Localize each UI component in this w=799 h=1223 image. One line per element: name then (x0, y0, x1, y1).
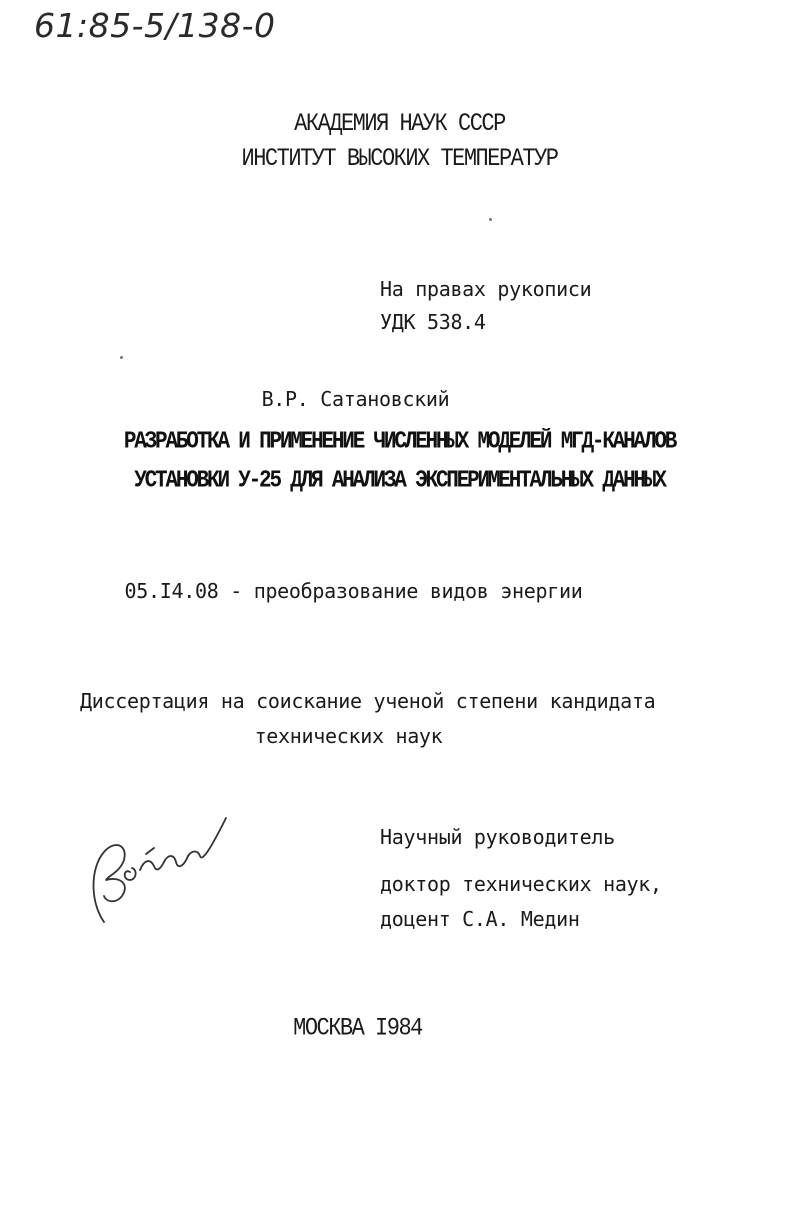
specialty-code: 05.I4.08 - преобразование видов энергии (124, 579, 583, 603)
archive-number: 61:85-5/138-0 (34, 6, 276, 45)
supervisor-name: доцент С.А. Медин (380, 907, 580, 931)
author-name: В.Р. Сатановский (261, 387, 450, 411)
udc-code: УДК 538.4 (380, 310, 486, 334)
dissertation-type-line-2: технических наук (254, 724, 443, 748)
academy-title: АКАДЕМИЯ НАУК СССР (294, 109, 505, 138)
city-year: МОСКВА I984 (293, 1014, 422, 1043)
dissertation-title-line-2: УСТАНОВКИ У-25 ДЛЯ АНАЛИЗА ЭКСПЕРИМЕНТАЛЬНЫХ ДАННЫХ (134, 468, 665, 495)
manuscript-rights: На правах рукописи (380, 277, 592, 301)
handwritten-signature (84, 810, 234, 930)
scan-speck (120, 356, 123, 359)
dissertation-title-line-1: РАЗРАБОТКА И ПРИМЕНЕНИЕ ЧИСЛЕННЫХ МОДЕЛЕЙ МГД-КАНАЛОВ (123, 429, 676, 456)
scan-speck (489, 218, 492, 221)
institute-title: ИНСТИТУТ ВЫСОКИХ ТЕМПЕРАТУР (241, 144, 558, 173)
supervisor-label: Научный руководитель (380, 825, 615, 849)
supervisor-degree: доктор технических наук, (380, 872, 662, 896)
dissertation-type-line-1: Диссертация на соискание ученой степени кандидата (80, 689, 656, 713)
